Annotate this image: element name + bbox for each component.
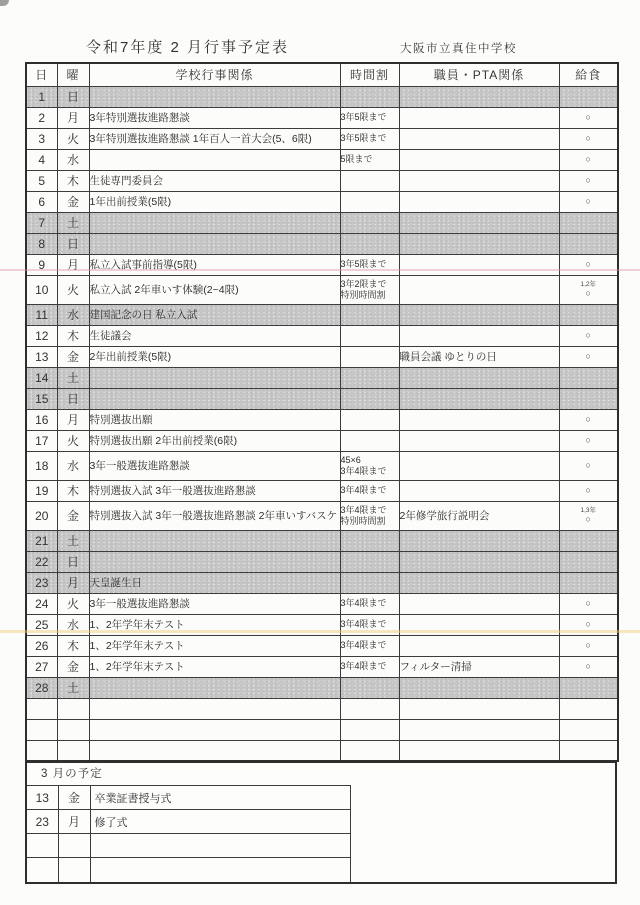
lunch-grade-note: 1,2年 bbox=[580, 281, 597, 289]
day-cell: 10 bbox=[26, 275, 57, 304]
weekday-cell: 金 bbox=[58, 786, 90, 810]
timetable-cell: 3年4限まで bbox=[340, 635, 399, 656]
day-cell: 21 bbox=[26, 530, 57, 551]
timetable-cell: 3年4限まで bbox=[340, 593, 399, 614]
event-cell: 特別選抜入試 3年一般選抜進路懇談 2年車いすバスケ bbox=[89, 501, 340, 530]
header-weekday: 曜 bbox=[57, 63, 89, 86]
table-row bbox=[26, 501, 618, 530]
header-lunch: 給食 bbox=[559, 63, 618, 86]
page-title: 令和7年度 2 月行事予定表 bbox=[86, 39, 290, 56]
day-cell: 23 bbox=[26, 572, 57, 593]
staff-cell: 職員会議 ゆとりの日 bbox=[399, 346, 559, 367]
event-cell bbox=[89, 719, 340, 740]
event-cell bbox=[89, 367, 340, 388]
weekday-cell: 火 bbox=[57, 275, 89, 304]
lunch-cell: ○ bbox=[559, 635, 618, 656]
staff-cell bbox=[399, 304, 559, 325]
staff-cell bbox=[399, 719, 559, 740]
lunch-cell bbox=[559, 304, 618, 325]
event-cell bbox=[89, 530, 340, 551]
staff-cell bbox=[399, 367, 559, 388]
event-cell: 天皇誕生日 bbox=[89, 572, 340, 593]
event-cell: 3年特別選抜進路懇談 bbox=[89, 107, 340, 128]
event-cell: 3年一般選抜進路懇談 bbox=[89, 593, 340, 614]
feb-table-body bbox=[26, 86, 618, 761]
lunch-grade-note: 1,3年 bbox=[580, 507, 597, 515]
staff-cell bbox=[399, 480, 559, 501]
event-cell: 生徒専門委員会 bbox=[89, 170, 340, 191]
timetable-cell: 3年5限まで bbox=[340, 128, 399, 149]
february-schedule-table bbox=[25, 62, 619, 762]
header-day: 日 bbox=[26, 63, 57, 86]
day-cell: 18 bbox=[26, 451, 57, 480]
weekday-cell bbox=[57, 698, 89, 719]
timetable-cell: 3年2限まで 特別時間割 bbox=[340, 275, 399, 304]
table-row bbox=[26, 635, 618, 656]
timetable-cell bbox=[340, 304, 399, 325]
staff-cell bbox=[399, 170, 559, 191]
day-cell: 12 bbox=[26, 325, 57, 346]
timetable-cell bbox=[340, 191, 399, 212]
timetable-cell bbox=[340, 367, 399, 388]
weekday-cell: 火 bbox=[57, 430, 89, 451]
lunch-cell bbox=[559, 677, 618, 698]
day-cell: 15 bbox=[26, 388, 57, 409]
weekday-cell: 水 bbox=[57, 149, 89, 170]
lunch-cell: ○ bbox=[559, 430, 618, 451]
event-cell bbox=[89, 551, 340, 572]
weekday-cell: 日 bbox=[57, 388, 89, 409]
event-cell: 1年出前授業(5限) bbox=[89, 191, 340, 212]
event-cell bbox=[89, 677, 340, 698]
day-cell: 14 bbox=[26, 367, 57, 388]
staff-cell bbox=[399, 430, 559, 451]
timetable-cell: 3年5限まで bbox=[340, 254, 399, 275]
day-cell: 17 bbox=[26, 430, 57, 451]
school-name: 大阪市立真住中学校 bbox=[400, 43, 517, 55]
table-row bbox=[26, 275, 618, 304]
day-cell: 9 bbox=[26, 254, 57, 275]
weekday-cell: 火 bbox=[57, 128, 89, 149]
timetable-cell: 3年4限まで bbox=[340, 480, 399, 501]
weekday-cell: 木 bbox=[57, 325, 89, 346]
table-row bbox=[26, 325, 618, 346]
header-staff-pta: 職員・PTA関係 bbox=[399, 63, 559, 86]
event-cell bbox=[89, 86, 340, 107]
timetable-cell: 3年5限まで bbox=[340, 107, 399, 128]
event-cell: 特別選抜出願 bbox=[89, 409, 340, 430]
lunch-cell bbox=[559, 212, 618, 233]
timetable-cell: 5限まで bbox=[340, 149, 399, 170]
event-cell bbox=[89, 698, 340, 719]
lunch-cell: ○ bbox=[559, 451, 618, 480]
march-schedule-table bbox=[27, 785, 351, 882]
lunch-cell: ○ bbox=[559, 480, 618, 501]
lunch-cell: ○ bbox=[559, 346, 618, 367]
weekday-cell: 月 bbox=[57, 572, 89, 593]
timetable-cell bbox=[340, 212, 399, 233]
event-cell bbox=[89, 149, 340, 170]
table-row bbox=[26, 451, 618, 480]
event-cell bbox=[90, 858, 350, 882]
timetable-cell: 45×6 3年4限まで bbox=[340, 451, 399, 480]
event-cell: 3年特別選抜進路懇談 1年百人一首大会(5、6限) bbox=[89, 128, 340, 149]
weekday-cell: 土 bbox=[57, 212, 89, 233]
staff-cell bbox=[399, 107, 559, 128]
table-row bbox=[26, 698, 618, 719]
header-events: 学校行事関係 bbox=[89, 63, 340, 86]
staff-cell bbox=[399, 128, 559, 149]
table-row bbox=[26, 254, 618, 275]
weekday-cell: 日 bbox=[57, 233, 89, 254]
table-row bbox=[26, 170, 618, 191]
weekday-cell: 水 bbox=[57, 614, 89, 635]
day-cell: 27 bbox=[26, 656, 57, 677]
staff-cell bbox=[399, 698, 559, 719]
table-row bbox=[26, 346, 618, 367]
table-row bbox=[26, 480, 618, 501]
table-row bbox=[26, 388, 618, 409]
day-cell: 2 bbox=[26, 107, 57, 128]
lunch-cell: ○ bbox=[559, 170, 618, 191]
day-cell bbox=[26, 740, 57, 761]
table-row bbox=[26, 107, 618, 128]
lunch-cell bbox=[559, 233, 618, 254]
staff-cell bbox=[399, 614, 559, 635]
staff-cell: フィルター清掃 bbox=[399, 656, 559, 677]
lunch-cell bbox=[559, 698, 618, 719]
event-cell: 2年出前授業(5限) bbox=[89, 346, 340, 367]
table-row bbox=[26, 233, 618, 254]
timetable-cell bbox=[340, 719, 399, 740]
event-cell: 卒業証書授与式 bbox=[90, 786, 350, 810]
staff-cell bbox=[399, 530, 559, 551]
timetable-cell bbox=[340, 346, 399, 367]
lunch-cell: ○ bbox=[559, 254, 618, 275]
weekday-cell bbox=[58, 834, 90, 858]
march-preview-section bbox=[25, 762, 617, 884]
event-cell bbox=[89, 212, 340, 233]
table-row bbox=[26, 740, 618, 761]
timetable-cell bbox=[340, 572, 399, 593]
weekday-cell bbox=[57, 719, 89, 740]
day-cell: 20 bbox=[26, 501, 57, 530]
staff-cell bbox=[399, 740, 559, 761]
timetable-cell bbox=[340, 86, 399, 107]
scan-corner-artifact bbox=[0, 0, 9, 6]
weekday-cell: 月 bbox=[58, 810, 90, 834]
table-row bbox=[26, 593, 618, 614]
timetable-cell: 3年4限まで 特別時間割 bbox=[340, 501, 399, 530]
timetable-cell bbox=[340, 170, 399, 191]
timetable-cell: 3年4限まで bbox=[340, 656, 399, 677]
weekday-cell: 日 bbox=[57, 551, 89, 572]
staff-cell bbox=[399, 388, 559, 409]
event-cell: 建国記念の日 私立入試 bbox=[89, 304, 340, 325]
staff-cell: 2年修学旅行説明会 bbox=[399, 501, 559, 530]
staff-cell bbox=[399, 254, 559, 275]
weekday-cell: 土 bbox=[57, 677, 89, 698]
event-cell: 私立入試 2年車いす体験(2~4限) bbox=[89, 275, 340, 304]
timetable-cell bbox=[340, 388, 399, 409]
day-cell: 11 bbox=[26, 304, 57, 325]
table-row bbox=[26, 614, 618, 635]
lunch-cell: ○ bbox=[559, 656, 618, 677]
day-cell: 24 bbox=[26, 593, 57, 614]
staff-cell bbox=[399, 149, 559, 170]
weekday-cell: 金 bbox=[57, 191, 89, 212]
staff-cell bbox=[399, 593, 559, 614]
day-cell: 6 bbox=[26, 191, 57, 212]
lunch-cell: ○ bbox=[559, 325, 618, 346]
day-cell: 22 bbox=[26, 551, 57, 572]
staff-cell bbox=[399, 451, 559, 480]
day-cell: 13 bbox=[26, 346, 57, 367]
march-table-row bbox=[27, 834, 350, 858]
lunch-cell: ○ bbox=[559, 128, 618, 149]
table-row bbox=[26, 128, 618, 149]
staff-cell bbox=[399, 86, 559, 107]
day-cell: 3 bbox=[26, 128, 57, 149]
day-cell bbox=[26, 719, 57, 740]
event-cell bbox=[90, 834, 350, 858]
staff-cell bbox=[399, 233, 559, 254]
table-row bbox=[26, 551, 618, 572]
timetable-cell bbox=[340, 677, 399, 698]
event-cell: 私立入試事前指導(5限) bbox=[89, 254, 340, 275]
weekday-cell: 土 bbox=[57, 530, 89, 551]
march-table-body bbox=[27, 786, 350, 882]
staff-cell bbox=[399, 325, 559, 346]
table-row bbox=[26, 149, 618, 170]
table-row bbox=[26, 191, 618, 212]
weekday-cell: 金 bbox=[57, 656, 89, 677]
weekday-cell: 土 bbox=[57, 367, 89, 388]
weekday-cell: 木 bbox=[57, 480, 89, 501]
march-table-row bbox=[27, 810, 350, 834]
day-cell: 26 bbox=[26, 635, 57, 656]
table-row bbox=[26, 409, 618, 430]
day-cell: 7 bbox=[26, 212, 57, 233]
timetable-cell bbox=[340, 325, 399, 346]
event-cell: 1、2年学年末テスト bbox=[89, 656, 340, 677]
timetable-cell bbox=[340, 430, 399, 451]
day-cell: 25 bbox=[26, 614, 57, 635]
weekday-cell: 金 bbox=[57, 501, 89, 530]
day-cell bbox=[26, 698, 57, 719]
lunch-cell bbox=[559, 367, 618, 388]
timetable-cell bbox=[340, 551, 399, 572]
timetable-cell bbox=[340, 698, 399, 719]
day-cell: 5 bbox=[26, 170, 57, 191]
lunch-cell bbox=[559, 530, 618, 551]
event-cell bbox=[89, 740, 340, 761]
table-row bbox=[26, 430, 618, 451]
table-row bbox=[26, 212, 618, 233]
day-cell: 1 bbox=[26, 86, 57, 107]
lunch-cell bbox=[559, 388, 618, 409]
timetable-cell bbox=[340, 409, 399, 430]
timetable-cell bbox=[340, 530, 399, 551]
event-cell: 修了式 bbox=[90, 810, 350, 834]
header-timetable: 時間割 bbox=[340, 63, 399, 86]
lunch-cell: ○ bbox=[559, 593, 618, 614]
event-cell bbox=[89, 388, 340, 409]
lunch-cell bbox=[559, 740, 618, 761]
weekday-cell: 月 bbox=[57, 254, 89, 275]
staff-cell bbox=[399, 409, 559, 430]
event-cell: 生徒議会 bbox=[89, 325, 340, 346]
day-cell bbox=[27, 858, 58, 882]
lunch-cell: ○ bbox=[559, 409, 618, 430]
day-cell: 23 bbox=[27, 810, 58, 834]
weekday-cell: 木 bbox=[57, 635, 89, 656]
table-row bbox=[26, 719, 618, 740]
lunch-cell: 1,2年 ○ bbox=[559, 275, 618, 304]
weekday-cell: 水 bbox=[57, 451, 89, 480]
schedule-sheet bbox=[25, 62, 617, 884]
staff-cell bbox=[399, 212, 559, 233]
event-cell: 特別選抜入試 3年一般選抜進路懇談 bbox=[89, 480, 340, 501]
march-table-row bbox=[27, 858, 350, 882]
weekday-cell: 日 bbox=[57, 86, 89, 107]
event-cell: 特別選抜出願 2年出前授業(6限) bbox=[89, 430, 340, 451]
weekday-cell: 月 bbox=[57, 107, 89, 128]
lunch-cell bbox=[559, 572, 618, 593]
lunch-cell bbox=[559, 551, 618, 572]
table-row bbox=[26, 86, 618, 107]
table-row bbox=[26, 367, 618, 388]
timetable-cell: 3年4限まで bbox=[340, 614, 399, 635]
staff-cell bbox=[399, 275, 559, 304]
weekday-cell: 木 bbox=[57, 170, 89, 191]
staff-cell bbox=[399, 635, 559, 656]
day-cell: 28 bbox=[26, 677, 57, 698]
event-cell: 1、2年学年末テスト bbox=[89, 635, 340, 656]
staff-cell bbox=[399, 677, 559, 698]
weekday-cell bbox=[57, 740, 89, 761]
table-row bbox=[26, 530, 618, 551]
event-cell: 3年一般選抜進路懇談 bbox=[89, 451, 340, 480]
lunch-cell: ○ bbox=[559, 614, 618, 635]
lunch-cell bbox=[559, 719, 618, 740]
event-cell: 1、2年学年末テスト bbox=[89, 614, 340, 635]
day-cell: 16 bbox=[26, 409, 57, 430]
weekday-cell: 月 bbox=[57, 409, 89, 430]
staff-cell bbox=[399, 551, 559, 572]
event-cell bbox=[89, 233, 340, 254]
day-cell bbox=[27, 834, 58, 858]
lunch-cell: 1,3年 ○ bbox=[559, 501, 618, 530]
table-row bbox=[26, 656, 618, 677]
table-header-row bbox=[26, 63, 618, 86]
march-section-title: 3 月の予定 bbox=[41, 768, 103, 780]
weekday-cell: 水 bbox=[57, 304, 89, 325]
march-table-row bbox=[27, 786, 350, 810]
day-cell: 13 bbox=[27, 786, 58, 810]
day-cell: 4 bbox=[26, 149, 57, 170]
weekday-cell bbox=[58, 858, 90, 882]
staff-cell bbox=[399, 191, 559, 212]
lunch-cell: ○ bbox=[559, 107, 618, 128]
day-cell: 8 bbox=[26, 233, 57, 254]
table-row bbox=[26, 304, 618, 325]
day-cell: 19 bbox=[26, 480, 57, 501]
weekday-cell: 金 bbox=[57, 346, 89, 367]
staff-cell bbox=[399, 572, 559, 593]
table-row bbox=[26, 677, 618, 698]
lunch-cell bbox=[559, 86, 618, 107]
lunch-cell: ○ bbox=[559, 191, 618, 212]
table-row bbox=[26, 572, 618, 593]
timetable-cell bbox=[340, 233, 399, 254]
weekday-cell: 火 bbox=[57, 593, 89, 614]
lunch-cell: ○ bbox=[559, 149, 618, 170]
timetable-cell bbox=[340, 740, 399, 761]
